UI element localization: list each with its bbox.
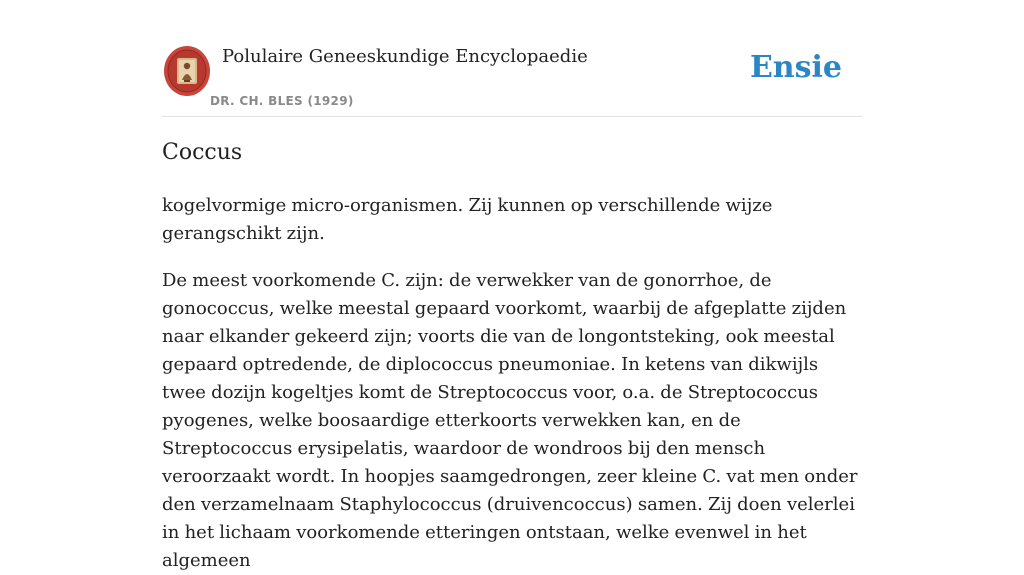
article-paragraph: De meest voorkomende C. zijn: de verwekker van de gonorrhoe, de gonococcus, welke meestal gepaard voorkomt, waarbij de afgeplatte zijden naar elkander gekeerd zijn; voorts die van de longontsteking, ook meestal gepaard optredende, de diplococcus pneumoniae. In ketens van dikwijls twee dozijn kogeltjes komt de Streptococcus voor, o.a. de Streptococcus pyogenes, welke boosaardige etterkoorts verwekken kan, en de Streptococcus erysipelatis, waardoor de wondroos bij den mensch veroorzaakt wordt. In hoopjes saamgedrongen, zeer kleine C. vat men onder den verzamelnaam Staphylococcus (druivencoccus) samen. Zij doen velerlei in het lichaam voorkomende etteringen ontstaan, welke evenwel in het algemeen [162, 270, 858, 571]
book-author: DR. CH. BLES (1929) [210, 94, 354, 108]
book-header [162, 0, 862, 117]
book-cover-icon[interactable] [164, 46, 210, 96]
brand-logo[interactable]: Ensie [749, 50, 842, 85]
book-title[interactable]: Polulaire Geneeskundige Encyclopaedie [222, 46, 588, 67]
article-paragraph: kogelvormige micro-organismen. Zij kunnen op verschillende wijze gerangschikt zijn. [162, 195, 773, 244]
article-title: Coccus [162, 140, 243, 165]
